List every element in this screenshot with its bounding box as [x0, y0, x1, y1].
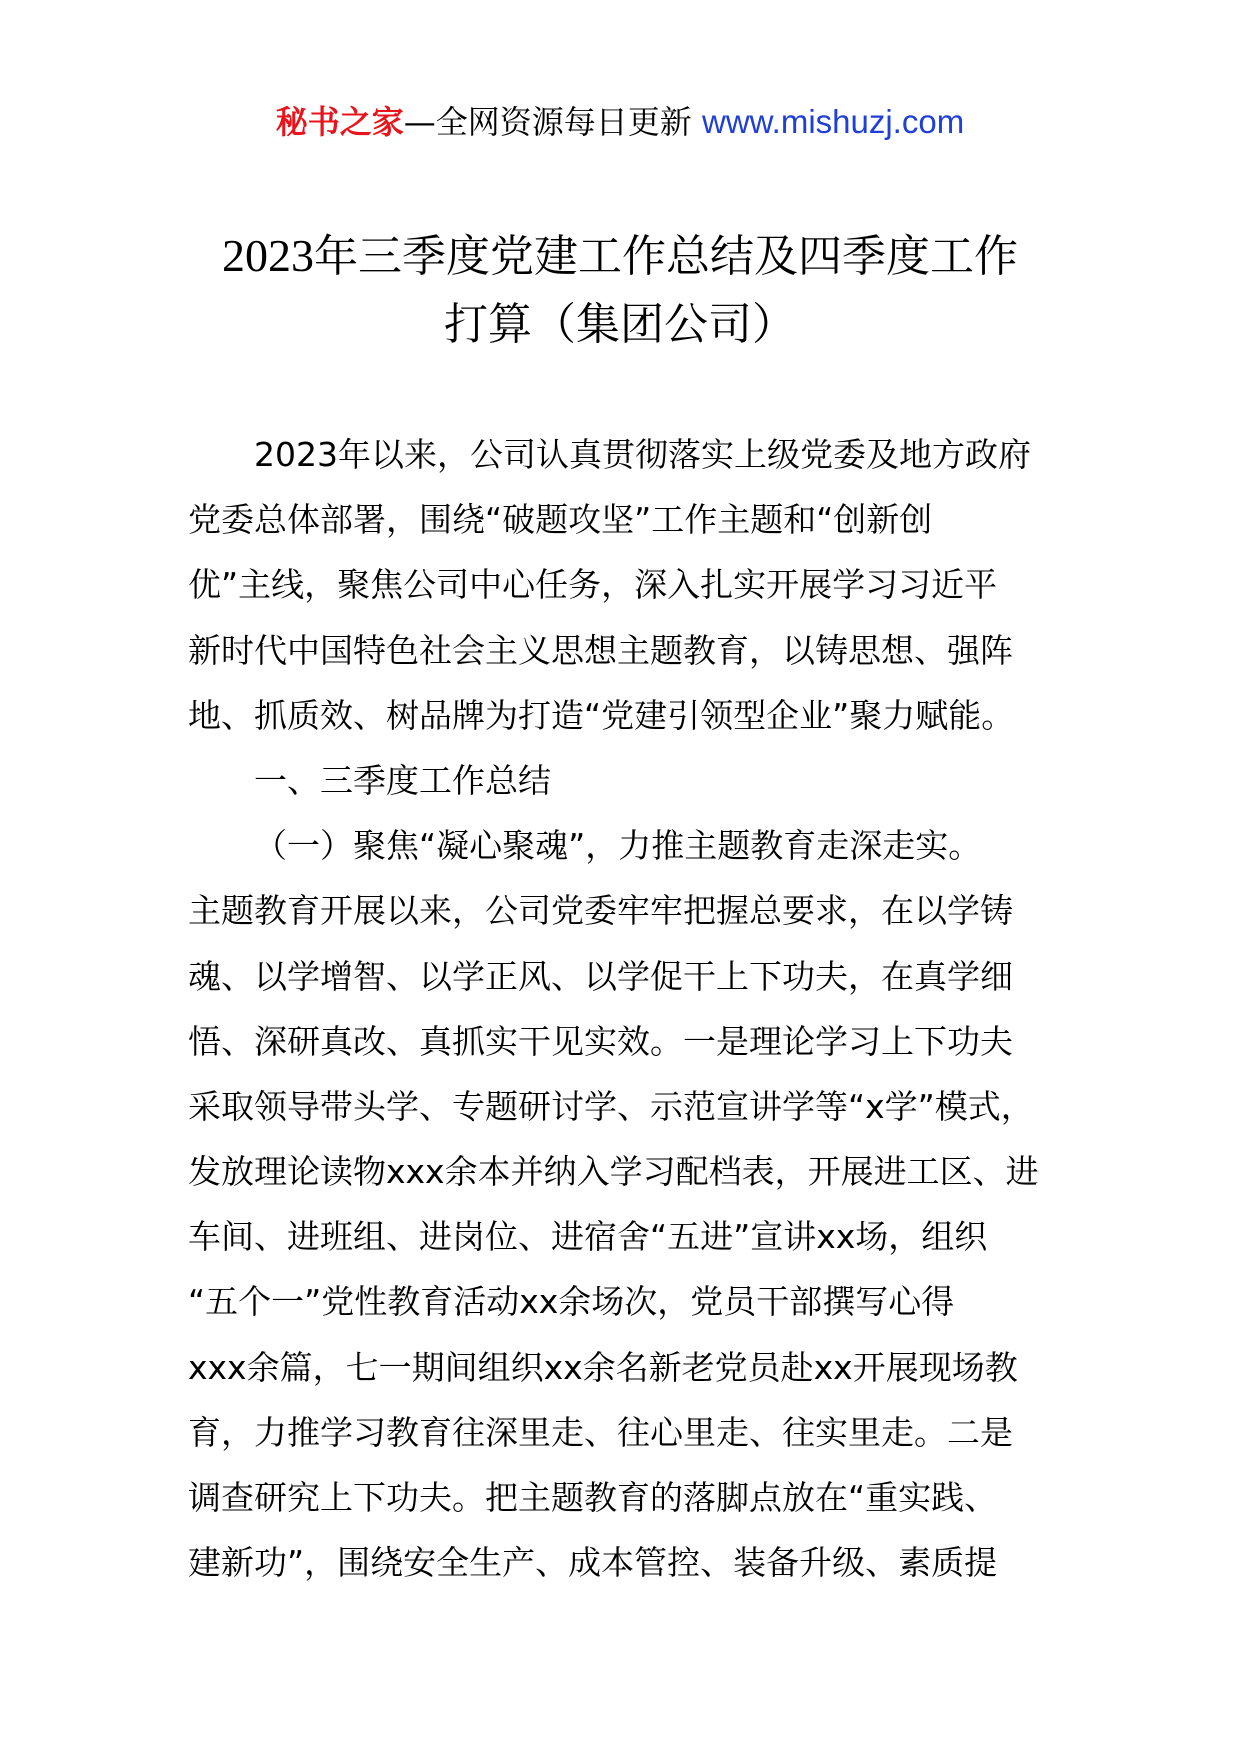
body-line: 党委总体部署，围绕“破题攻坚”工作主题和“创新创 [188, 500, 933, 540]
body-line: 发放理论读物xxx余本并纳入学习配档表，开展进工区、进 [188, 1152, 1039, 1192]
title-line-2: 打算（集团公司） [444, 299, 796, 350]
body-line: 车间、进班组、进岗位、进宿舍“五进”宣讲xx场，组织 [188, 1217, 988, 1257]
body-line: 采取领导带头学、专题研讨学、示范宣讲学等“x学”模式， [188, 1086, 1034, 1126]
banner-tagline: —全网资源每日更新 [403, 103, 702, 141]
body-line: 2023年以来，公司认真贯彻落实上级党委及地方政府 [254, 435, 1031, 474]
body-line: 新时代中国特色社会主义思想主题教育，以铸思想、强阵 [188, 630, 1013, 670]
body-line: xxx余篇，七一期间组织xx余名新老党员赴xx开展现场教 [188, 1347, 1018, 1387]
document-body [188, 422, 1068, 1595]
site-url-link[interactable]: www.mishuzj.com [701, 103, 965, 140]
document-title [0, 222, 1240, 359]
body-line: 魂、以学增智、以学正风、以学促干上下功夫，在真学细 [188, 956, 1013, 996]
site-banner [0, 100, 1240, 144]
body-line: 育，力推学习教育往深里走、往心里走、往实里走。二是 [188, 1412, 1013, 1452]
body-line: 地、抓质效、树品牌为打造“党建引领型企业”聚力赋能。 [188, 695, 1015, 735]
body-line: 调查研究上下功夫。把主题教育的落脚点放在“重实践、 [188, 1478, 998, 1517]
body-line: 主题教育开展以来，公司党委牢牢把握总要求，在以学铸 [188, 891, 1013, 931]
title-year: 2023 [222, 230, 314, 281]
body-line: 悟、深研真改、真抓实干见实效。一是理论学习上下功夫 [188, 1021, 1013, 1061]
title-line-1-text: 年三季度党建工作总结及四季度工作 [314, 231, 1018, 282]
brand-name: 秘书之家 [275, 103, 404, 141]
title-line-1 [0, 222, 1240, 291]
body-line: 建新功”，围绕安全生产、成本管控、装备升级、素质提 [188, 1543, 998, 1583]
body-line: 优”主线，聚焦公司中心任务，深入扎实开展学习习近平 [188, 565, 998, 605]
subsection-heading: （一）聚焦“凝心聚魂”，力推主题教育走深走实。 [254, 826, 982, 866]
section-heading: 一、三季度工作总结 [254, 760, 551, 800]
body-line: “五个一”党性教育活动xx余场次，党员干部撰写心得 [188, 1282, 955, 1322]
